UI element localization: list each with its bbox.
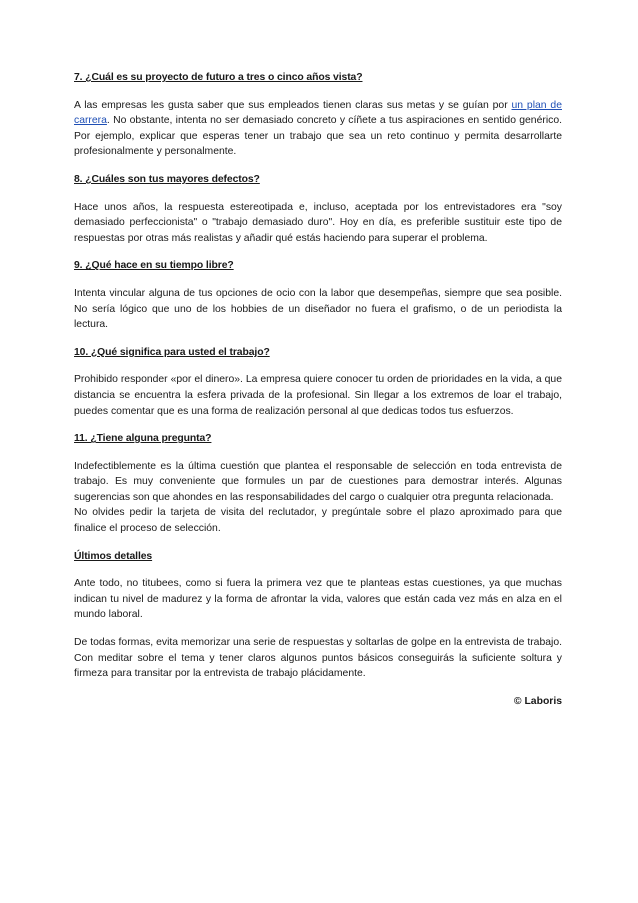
section-heading-9: 9. ¿Qué hace en su tiempo libre? bbox=[74, 260, 234, 272]
section-heading-final-details: Últimos detalles bbox=[74, 550, 153, 562]
final-details-paragraph-2: De todas formas, evita memorizar una serie de respuestas y soltarlas de golpe en la entrevista de trabajo. Con meditar sobre el tema y tener claros algunos puntos básicos conseguirás la suficiente soltura y firmeza para transitar por la entrevista de trabajo plácidamente. bbox=[74, 637, 562, 680]
section-7-paragraph bbox=[74, 98, 562, 160]
signature: © Laboris bbox=[513, 695, 562, 707]
section-heading-7: 7. ¿Cuál es su proyecto de futuro a tres o cinco años vista? bbox=[74, 72, 363, 83]
section-11-paragraph-1: Indefectiblemente es la última cuestión que plantea el responsable de selección en toda entrevista de trabajo. Es muy conveniente que formules un par de cuestiones para demostrar interés. Algunas sugerencias son que ahondes en las responsabilidades del cargo o cualquier otra pregunta relacionada. bbox=[74, 460, 562, 503]
section-9-paragraph: Intenta vincular alguna de tus opciones de ocio con la labor que desempeñas, siempre que sea posible. No sería lógico que uno de los hobbies de un diseñador no fuera el grafismo, o de un periodista la lectura. bbox=[74, 287, 562, 331]
career-plan-link[interactable]: un plan de carrera bbox=[74, 99, 562, 127]
section-10-paragraph: Prohibido responder «por el dinero». La empresa quiere conocer tu orden de prioridades en la vida, a que distancia se encuentra la esfera privada de la profesional. Sin llegar a los extremos de loar el trabajo, puedes comentar que es una forma de realización personal al que dedicas todos tus esfuerzos. bbox=[74, 374, 562, 417]
section-8-paragraph: Hace unos años, la respuesta estereotipada e, incluso, aceptada por los entrevistadores era "soy demasiado perfeccionista" o "trabajo demasiado duro". Hoy en día, es preferible sustituir este tipo de respuestas por otras más realistas y añadir qué estás haciendo para superar el problema. bbox=[74, 201, 562, 244]
section-heading-11: 11. ¿Tiene alguna pregunta? bbox=[74, 433, 212, 445]
section-heading-10: 10. ¿Qué significa para usted el trabajo? bbox=[74, 346, 270, 358]
document-page bbox=[74, 70, 562, 709]
section-11-paragraph-2: No olvides pedir la tarjeta de visita del reclutador, y pregúntale sobre el plazo aproximado para que finalice el proceso de selección. bbox=[74, 507, 562, 535]
final-details-paragraph-1: Ante todo, no titubees, como si fuera la primera vez que te planteas estas cuestiones, ya que muchas indican tu nivel de madurez y la forma de afrontar la vida, valores que están cada vez más en alza en el mundo laboral. bbox=[74, 578, 562, 621]
section-7-text-after: . No obstante, intenta no ser demasiado concreto y cíñete a tus aspiraciones en sentido genérico. Por ejemplo, explicar que esperas tener un trabajo que sea un reto continuo y permita desarrollarte profesionalmente y personalmente. bbox=[74, 115, 562, 158]
section-heading-8: 8. ¿Cuáles son tus mayores defectos? bbox=[74, 173, 260, 185]
section-7-text-before: A las empresas les gusta saber que sus empleados tienen claras sus metas y se guían por bbox=[74, 99, 512, 111]
